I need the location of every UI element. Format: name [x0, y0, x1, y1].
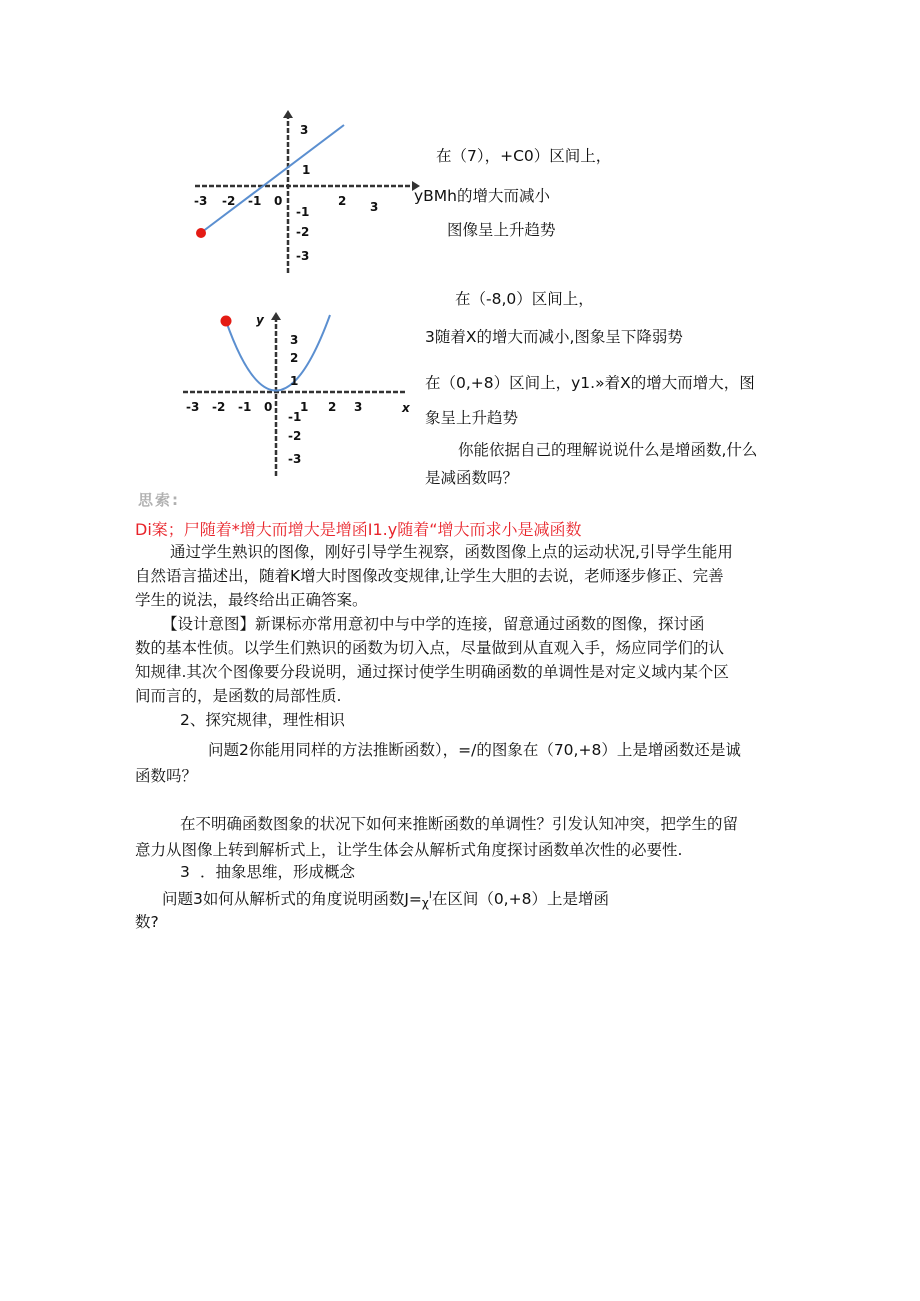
q3-text-b: 在区间（0,+8）上是增函	[431, 890, 609, 909]
y-tick-neg3: -3	[288, 452, 302, 466]
section-3-heading: ．抽象思维，形成概念	[200, 863, 356, 881]
q3-line-1	[162, 886, 609, 910]
question-line-2: 是减函数吗？	[425, 469, 519, 487]
q3-chi: χ	[421, 896, 429, 911]
graph1-caption-2: yBMh的增大而减小	[414, 187, 551, 205]
p3-line-1: 在不明确函数图象的状况下如何来推断函数的单调性？引发认知冲突，把学生的留	[180, 815, 739, 833]
y-tick-1: 1	[290, 374, 299, 388]
x-tick-neg3: -3	[194, 194, 208, 208]
p1-line-2: 自然语言描述出，随着K增大时图像改变规律,让学生大胆的去说，老师逐步修正、完善	[135, 567, 724, 585]
q3-sup: I	[428, 890, 432, 901]
x-tick-2: 2	[328, 400, 337, 414]
y-tick-3: 3	[300, 123, 309, 137]
graph1-caption-1: 在（7），+C0）区间上，	[436, 147, 612, 165]
y-tick-neg3: -3	[296, 249, 310, 263]
graph-linear	[190, 108, 425, 278]
p1-line-1: 通过学生熟识的图像，刚好引导学生视察，函数图像上点的运动状况,引导学生能用	[170, 543, 733, 561]
x-tick-neg1: -1	[238, 400, 252, 414]
y-tick-neg2: -2	[296, 225, 310, 239]
y-axis-arrow	[271, 312, 281, 320]
q3-line-2: 数?	[135, 913, 159, 931]
q2-line-1: 问题2你能用同样的方法推断函数），=/的图象在（70,+8）上是增函数还是诚	[208, 741, 741, 759]
x-tick-0: 0	[264, 400, 273, 414]
x-tick-3: 3	[354, 400, 363, 414]
p1-line-3: 学生的说法，最终给出正确答案。	[135, 591, 368, 609]
x-tick-neg3: -3	[186, 400, 200, 414]
x-axis-label: x	[402, 401, 410, 415]
section-3-number: 3	[180, 863, 190, 881]
question-line-1: 你能依据自己的理解说说什么是增函数,什么	[458, 441, 758, 459]
endpoint-dot	[196, 228, 206, 238]
y-tick-1: 1	[302, 163, 311, 177]
graph2-caption-2: 3随着X的增大而减小,图象呈下降弱势	[425, 328, 683, 346]
p2-line-1: 【设计意图】新课标亦常用意初中与中学的连接，留意通过函数的图像，探讨函	[162, 615, 705, 633]
x-tick-neg2: -2	[212, 400, 226, 414]
y-tick-neg1: -1	[296, 205, 310, 219]
x-tick-3: 3	[370, 200, 379, 214]
y-tick-neg1: -1	[288, 410, 302, 424]
x-tick-1: 1	[300, 400, 309, 414]
parabola-curve	[226, 315, 330, 391]
p2-line-3: 知规律.其次个图像要分段说明，通过探讨使学生明确函数的单调性是对定义域内某个区	[135, 663, 729, 681]
y-tick-neg2: -2	[288, 429, 302, 443]
graph1-caption-3: 图像呈上升趋势	[447, 221, 556, 239]
linear-line	[202, 125, 347, 232]
graph-parabola	[178, 308, 418, 480]
graph2-caption-3: 在（0,+8）区间上，y1.»着X的增大而增大，图	[425, 374, 755, 392]
p3-line-2: 意力从图像上转到解析式上，让学生体会从解析式角度探讨函数单次性的必要性.	[135, 841, 683, 859]
graph2-caption-1: 在（-8,0）区间上，	[455, 290, 594, 308]
sikao-label: 思索:	[138, 491, 180, 509]
p2-line-2: 数的基本性侦。以学生们熟识的函数为切入点，尽量做到从直观入手，炀应同学们的认	[135, 639, 725, 657]
p2-line-4: 间而言的，是函数的局部性质.	[135, 687, 342, 705]
q3-text-a: 问题3如何从解析式的角度说明函数J=	[162, 890, 422, 909]
red-answer: Di案；尸随着*增大而增大是增函I1.y随着“增大而求小是减函数	[135, 520, 582, 539]
x-tick-0: 0	[274, 194, 283, 208]
endpoint-dot	[221, 316, 232, 327]
section-2-heading: 2、探究规律，理性相识	[180, 711, 345, 729]
q2-line-2: 函数吗？	[135, 767, 198, 785]
graph2-caption-4: 象呈上升趋势	[425, 409, 519, 427]
x-tick-neg2: -2	[222, 194, 236, 208]
x-tick-2: 2	[338, 194, 347, 208]
y-axis-label: y	[256, 313, 264, 327]
y-tick-2: 2	[290, 351, 299, 365]
y-axis-arrow	[283, 110, 293, 118]
y-tick-3: 3	[290, 333, 299, 347]
x-tick-neg1: -1	[248, 194, 262, 208]
